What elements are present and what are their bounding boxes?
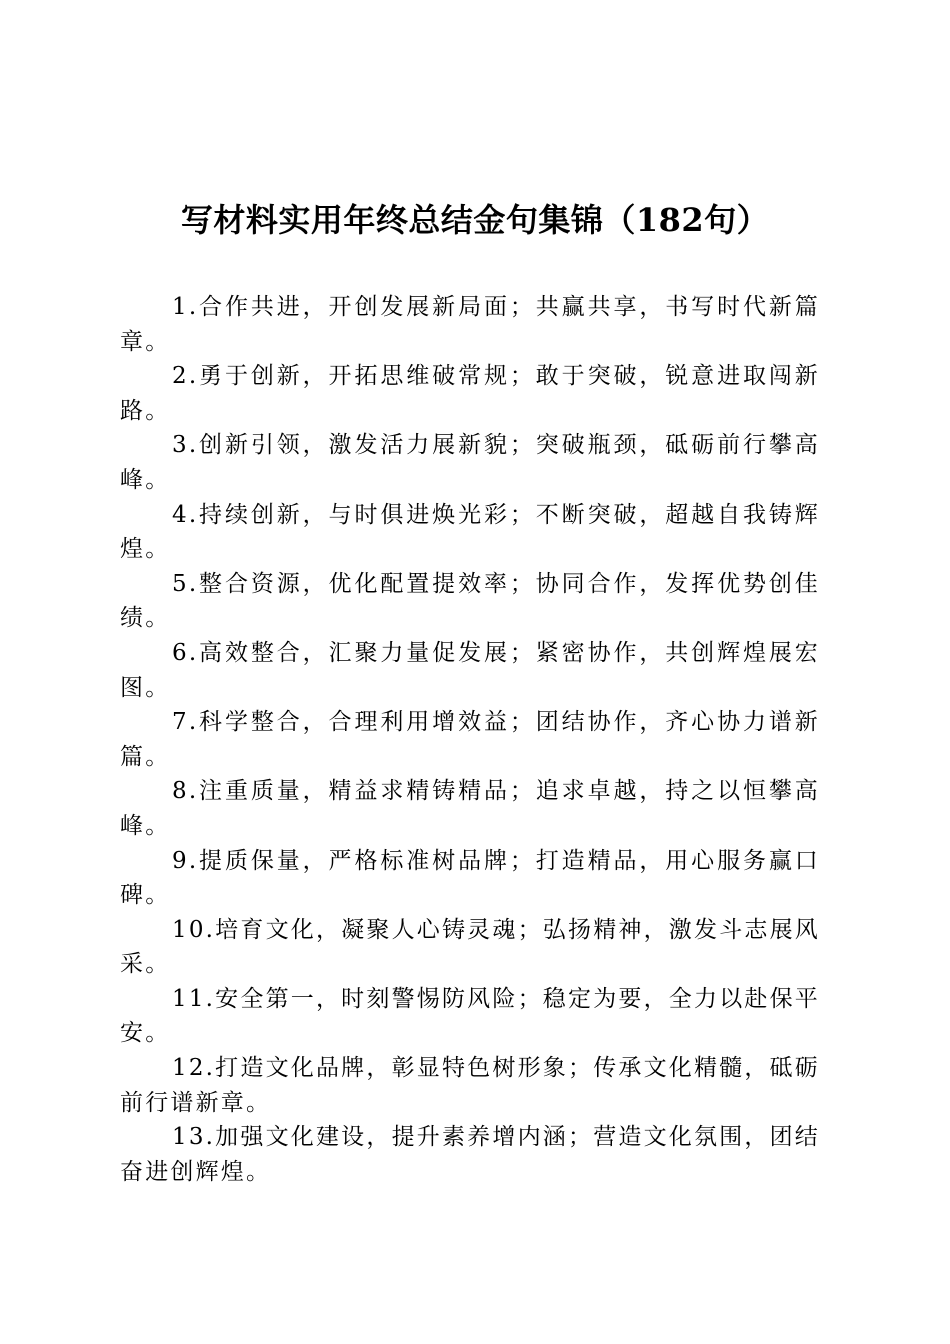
paragraph-8: 8.注重质量，精益求精铸精品；追求卓越，持之以恒攀高峰。 — [120, 778, 820, 839]
paragraph-6: 6.高效整合，汇聚力量促发展；紧密协作，共创辉煌展宏图。 — [120, 639, 820, 701]
paragraph-5: 5.整合资源，优化配置提效率；协同合作，发挥优势创佳绩。 — [120, 570, 820, 632]
document-title: 写材料实用年终总结金句集锦（182句） — [180, 201, 770, 239]
document-body — [120, 290, 820, 1189]
paragraph-7: 7.科学整合，合理利用增效益；团结协作，齐心协力谱新篇。 — [120, 709, 820, 770]
paragraph-10: 10.培育文化，凝聚人心铸灵魂；弘扬精神，激发斗志展风采。 — [120, 916, 820, 978]
paragraph-3: 3.创新引领，激发活力展新貌；突破瓶颈，砥砺前行攀高峰。 — [120, 432, 820, 493]
paragraph-13: 13.加强文化建设，提升素养增内涵；营造文化氛围，团结奋进创辉煌。 — [120, 1124, 820, 1185]
paragraph-1: 1.合作共进，开创发展新局面；共赢共享，书写时代新篇章。 — [120, 294, 820, 355]
paragraph-11: 11.安全第一，时刻警惕防风险；稳定为要，全力以赴保平安。 — [120, 985, 820, 1047]
paragraph-12: 12.打造文化品牌，彰显特色树形象；传承文化精髓，砥砺前行谱新章。 — [120, 1055, 820, 1116]
paragraph-4: 4.持续创新，与时俱进焕光彩；不断突破，超越自我铸辉煌。 — [120, 501, 820, 563]
paragraph-9: 9.提质保量，严格标准树品牌；打造精品，用心服务赢口碑。 — [120, 847, 820, 909]
paragraph-2: 2.勇于创新，开拓思维破常规；敢于突破，锐意进取闯新路。 — [120, 363, 820, 424]
